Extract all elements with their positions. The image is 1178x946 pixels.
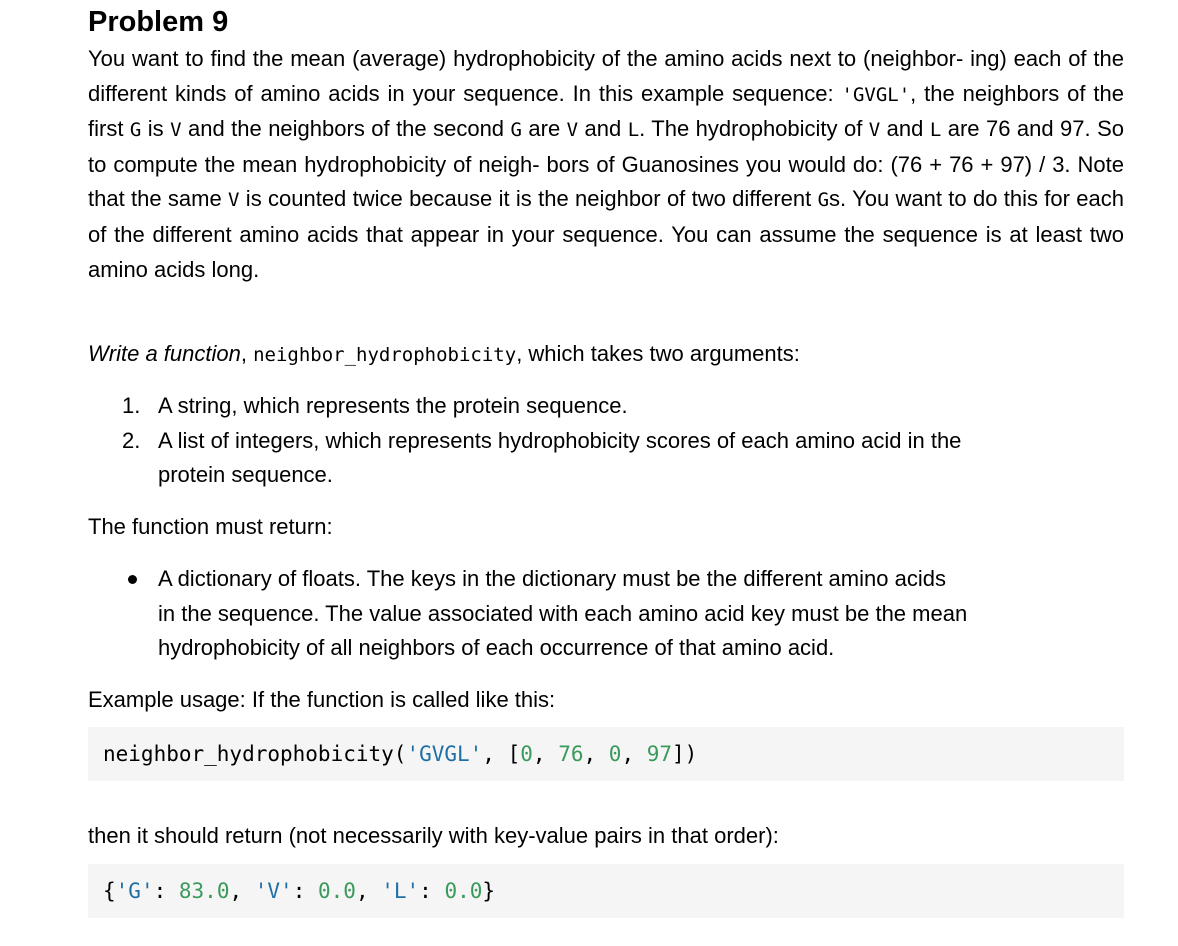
- code-block-result: {'G': 83.0, 'V': 0.0, 'L': 0.0}: [88, 864, 1124, 918]
- function-intro: Write a function, neighbor_hydrophobicity, which takes two arguments:: [88, 341, 800, 366]
- list-item: A dictionary of floats. The keys in the dictionary must be the different amino acids in the sequence. The value associated with each amino acid key must be the mean hydrophobicity of all neighbors of each occurrence of that amino acid.: [158, 562, 1124, 666]
- inline-code-sequence: 'GVGL': [841, 83, 911, 106]
- returns-list: [158, 562, 1124, 666]
- problem-description: You want to find the mean (average) hydrophobicity of the amino acids next to (neighbor- ing) each of the different kinds of amino acids in your sequence. In this example sequence: 'GVGL', the neighbors of the first G is V and the neighbors of the second G are V and L. The hydrophobicity of V and L are 76 and 97. So to compute the mean hydrophobicity of neigh- bors of Guanosines you would do: (76 + 76 + 97) / 3. Note that the same V is counted twice because it is the neighbor of two different Gs. You want to do this for each of the different amino acids that appear in your sequence. You can assume the sequence is at least two amino acids long.: [88, 46, 1125, 282]
- function-name: neighbor_hydrophobicity: [253, 344, 517, 366]
- arguments-list: [122, 389, 1124, 493]
- example-usage-label: Example usage: If the function is called like this:: [88, 687, 556, 712]
- code-block-call: neighbor_hydrophobicity('GVGL', [0, 76, 0, 97]): [88, 727, 1124, 781]
- then-label: then it should return (not necessarily with key-value pairs in that order):: [88, 823, 779, 848]
- returns-label: The function must return:: [88, 514, 333, 539]
- problem-title: Problem 9: [88, 6, 229, 38]
- bullet-icon: [128, 575, 137, 584]
- list-item: 1. A string, which represents the protein sequence.: [122, 393, 628, 418]
- list-item: 2. A list of integers, which represents hydrophobicity scores of each amino acid in the protein sequence.: [122, 427, 962, 488]
